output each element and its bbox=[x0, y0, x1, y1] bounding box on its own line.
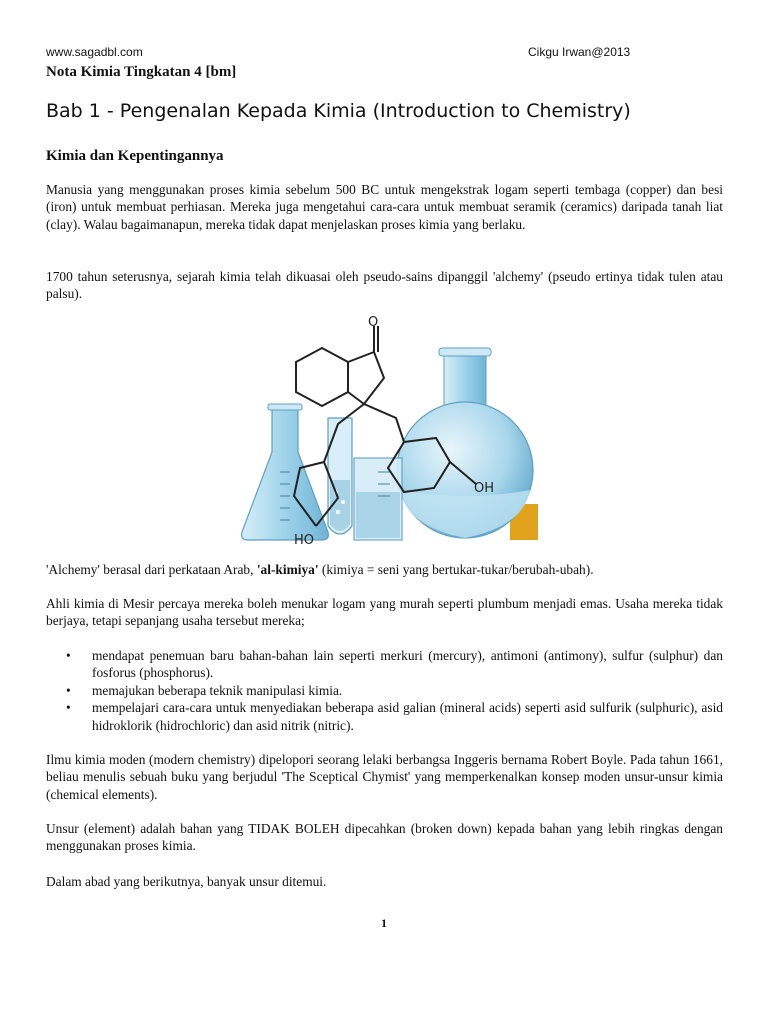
paragraph-3-term: 'al-kimiya' bbox=[256, 562, 319, 577]
page-number: 1 bbox=[381, 916, 387, 930]
list-item-text: mempelajari cara-cara untuk menyediakan beberapa asid galian (mineral acids) seperti asid sulfurik (sulphuric), asid hidroklorik (hidrochloric) dan asid nitrik (nitric). bbox=[92, 700, 723, 733]
paragraph-7: Dalam abad yang berikutnya, banyak unsur ditemui. bbox=[46, 874, 327, 889]
list-item bbox=[46, 699, 723, 734]
paragraph-6: Unsur (element) adalah bahan yang TIDAK BOLEH dipecahkan (broken down) kepada bahan yang lebih ringkas dengan menggunakan proses kimia. bbox=[46, 821, 723, 854]
chemistry-glassware-illustration bbox=[228, 312, 540, 548]
paragraph-4: Ahli kimia di Mesir percaya mereka boleh menukar logam yang murah seperti plumbum menjadi emas. Usaha mereka tidak berjaya, tetapi sepanjang usaha tersebut mereka; bbox=[46, 596, 723, 629]
chapter-heading: Bab 1 - Pengenalan Kepada Kimia (Introduction to Chemistry) bbox=[46, 100, 631, 122]
list-item-text: mendapat penemuan baru bahan-bahan lain seperti merkuri (mercury), antimoni (antimony), sulfur (sulphur) dan fosforus (phosphorus). bbox=[92, 648, 723, 681]
paragraph-1: Manusia yang menggunakan proses kimia sebelum 500 BC untuk mengekstrak logam seperti tembaga (copper) dan besi (iron) untuk membuat perhiasan. Mereka juga mengetahui cara-cara untuk membuat seramik (ceramics) daripada tanah liat (clay). Walau bagaimanapun, mereka tidak dapat menjelaskan proses kimia yang berlaku. bbox=[46, 182, 723, 232]
molecule-label-o: O bbox=[368, 315, 379, 330]
bullet-list bbox=[46, 647, 723, 734]
molecule-label-ho: HO bbox=[294, 533, 315, 548]
list-item bbox=[46, 647, 723, 682]
molecule-label-oh: OH bbox=[474, 481, 495, 496]
bullet-glyph: • bbox=[66, 682, 71, 698]
paragraph-3 bbox=[46, 561, 723, 578]
erlenmeyer-flask bbox=[242, 404, 329, 540]
list-item bbox=[46, 682, 723, 699]
list-item-text: memajukan beberapa teknik manipulasi kimia. bbox=[92, 682, 343, 698]
round-flask bbox=[397, 348, 533, 538]
paragraph-3-text: 'Alchemy' berasal dari perkataan Arab, bbox=[46, 562, 257, 577]
section-heading: Kimia dan Kepentingannya bbox=[46, 148, 224, 164]
header-author: Cikgu Irwan@2013 bbox=[528, 45, 631, 59]
test-tube bbox=[328, 418, 352, 534]
document-title: Nota Kimia Tingkatan 4 [bm] bbox=[46, 64, 237, 80]
header-site: www.sagadbl.com bbox=[46, 45, 143, 59]
paragraph-2: 1700 tahun seterusnya, sejarah kimia telah dikuasai oleh pseudo-sains dipanggil 'alchemy' (pseudo ertinya tidak tulen atau palsu). bbox=[46, 269, 723, 302]
paragraph-3-rest: (kimiya = seni yang bertukar-tukar/berubah-ubah). bbox=[318, 562, 594, 577]
bullet-glyph: • bbox=[66, 700, 71, 716]
beaker bbox=[354, 458, 402, 540]
paragraph-5: Ilmu kimia moden (modern chemistry) dipelopori seorang lelaki berbangsa Inggeris bernama Robert Boyle. Pada tahun 1661, beliau menulis sebuah buku yang berjudul 'The Sceptical Chymist' yang memperkenalkan konsep moden unsur-unsur kimia (chemical elements). bbox=[46, 752, 723, 802]
bullet-glyph: • bbox=[66, 648, 71, 663]
